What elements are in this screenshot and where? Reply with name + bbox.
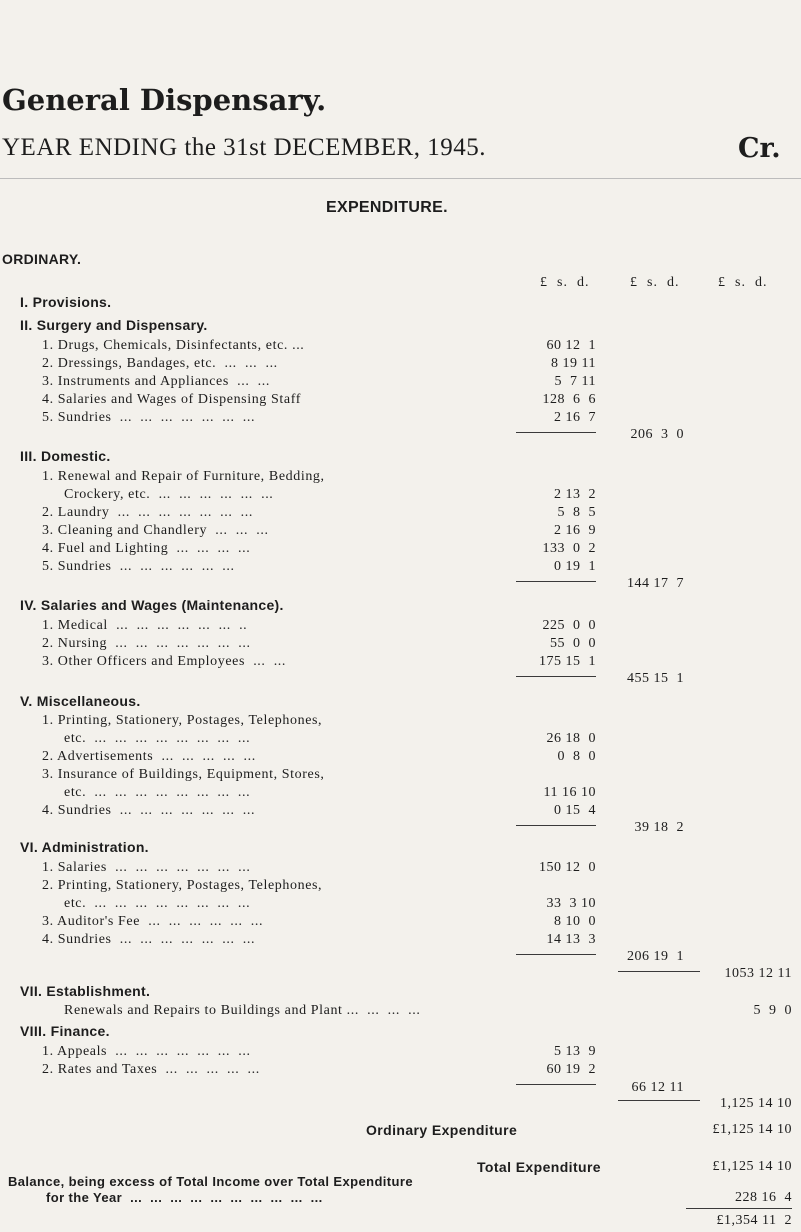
ordinary-label: ORDINARY.: [2, 251, 82, 267]
salaries-item-label: 1. Medical ... ... ... ... ... ... ..: [42, 618, 248, 633]
surgery-item-label: 4. Salaries and Wages of Dispensing Staff: [42, 392, 301, 407]
surgery-item-amount: 5 7 11: [554, 374, 596, 389]
dispensary-title: General Dispensary.: [2, 83, 327, 117]
admin-item-label: 2. Printing, Stationery, Postages, Telephones,: [42, 878, 323, 893]
domestic-item-label: 3. Cleaning and Chandlery ... ... ...: [42, 523, 269, 538]
subtotal-rule: [516, 432, 596, 433]
admin-item-amount: 14 13 3: [546, 932, 596, 947]
misc-item-label: 3. Insurance of Buildings, Equipment, Stores,: [42, 767, 325, 782]
balance-label-cont: for the Year ... ... ... ... ... ... ... ... ... ...: [46, 1190, 323, 1205]
admin-item-amount: 8 10 0: [554, 914, 596, 929]
surgery-item-label: 2. Dressings, Bandages, etc. ... ... ...: [42, 356, 278, 371]
salaries-item-amount: 175 15 1: [539, 654, 596, 669]
misc-subtotal: 39 18 2: [634, 820, 684, 835]
finance-item-label: 1. Appeals ... ... ... ... ... ... ...: [42, 1044, 251, 1059]
domestic-item-label: 2. Laundry ... ... ... ... ... ... ...: [42, 505, 253, 520]
salaries-item-amount: 225 0 0: [542, 618, 596, 633]
surgery-item-label: 5. Sundries ... ... ... ... ... ... ...: [42, 410, 256, 425]
grand-total: £1,354 11 2: [716, 1213, 792, 1228]
domestic-item-amount: 2 13 2: [554, 487, 596, 502]
surgery-subtotal: 206 3 0: [630, 427, 684, 442]
finance-item-amount: 5 13 9: [554, 1044, 596, 1059]
establishment-line: Renewals and Repairs to Buildings and Plant ... ... ... ...: [64, 1003, 421, 1018]
domestic-item-amount: 0 19 1: [554, 559, 596, 574]
balance-label: Balance, being excess of Total Income over Total Expenditure: [8, 1174, 413, 1189]
section-establishment-title: VII. Establishment.: [20, 983, 151, 999]
admin-item-amount: 150 12 0: [539, 860, 596, 875]
grand-total-rule: [686, 1208, 792, 1209]
section-finance-title: VIII. Finance.: [20, 1023, 110, 1039]
domestic-item-amount: 5 8 5: [557, 505, 596, 520]
surgery-item-amount: 128 6 6: [542, 392, 596, 407]
admin-item-label: 1. Salaries ... ... ... ... ... ... ...: [42, 860, 251, 875]
misc-item-label: etc. ... ... ... ... ... ... ... ...: [64, 785, 251, 800]
column-header-3: £ s. d.: [718, 275, 768, 290]
domestic-item-label: 1. Renewal and Repair of Furniture, Bedding,: [42, 469, 325, 484]
domestic-item-label: 4. Fuel and Lighting ... ... ... ...: [42, 541, 251, 556]
domestic-item-label: Crockery, etc. ... ... ... ... ... ...: [64, 487, 274, 502]
ordinary-expenditure-label: Ordinary Expenditure: [366, 1122, 518, 1138]
running-total-rule: [618, 971, 700, 972]
domestic-item-amount: 133 0 2: [542, 541, 596, 556]
ordinary-expenditure-value: £1,125 14 10: [712, 1122, 792, 1137]
misc-item-amount: 11 16 10: [543, 785, 596, 800]
subtotal-rule: [516, 1084, 596, 1085]
section-salaries-title: IV. Salaries and Wages (Maintenance).: [20, 597, 284, 613]
surgery-item-amount: 60 12 1: [546, 338, 596, 353]
misc-item-label: 1. Printing, Stationery, Postages, Telephones,: [42, 713, 323, 728]
running-total: 1053 12 11: [724, 966, 792, 981]
admin-item-label: 4. Sundries ... ... ... ... ... ... ...: [42, 932, 256, 947]
domestic-subtotal: 144 17 7: [627, 576, 684, 591]
admin-item-label: 3. Auditor's Fee ... ... ... ... ... ...: [42, 914, 264, 929]
section-provisions-title: I. Provisions.: [20, 294, 112, 310]
subtotal-rule: [516, 581, 596, 582]
section-surgery-title: II. Surgery and Dispensary.: [20, 317, 208, 333]
admin-item-label: etc. ... ... ... ... ... ... ... ...: [64, 896, 251, 911]
finance-item-amount: 60 19 2: [546, 1062, 596, 1077]
subtotal-rule: [516, 676, 596, 677]
page-title: EXPENDITURE.: [326, 199, 448, 216]
domestic-item-label: 5. Sundries ... ... ... ... ... ...: [42, 559, 235, 574]
finance-subtotal: 66 12 11: [631, 1080, 684, 1095]
admin-subtotal: 206 19 1: [627, 949, 684, 964]
misc-item-label: etc. ... ... ... ... ... ... ... ...: [64, 731, 251, 746]
misc-item-label: 2. Advertisements ... ... ... ... ...: [42, 749, 256, 764]
domestic-item-amount: 2 16 9: [554, 523, 596, 538]
total-expenditure-label: Total Expenditure: [477, 1159, 601, 1175]
salaries-item-amount: 55 0 0: [550, 636, 596, 651]
misc-item-amount: 0 8 0: [557, 749, 596, 764]
section-domestic-title: III. Domestic.: [20, 448, 111, 464]
surgery-item-label: 3. Instruments and Appliances ... ...: [42, 374, 270, 389]
admin-item-amount: 33 3 10: [546, 896, 596, 911]
period-heading: YEAR ENDING the 31st DECEMBER, 1945.: [2, 134, 486, 161]
running-total-rule: [618, 1100, 700, 1101]
total-expenditure-value: £1,125 14 10: [712, 1159, 792, 1174]
balance-value: 228 16 4: [735, 1190, 792, 1205]
surgery-item-amount: 2 16 7: [554, 410, 596, 425]
header-divider: [0, 178, 801, 179]
establishment-amount: 5 9 0: [753, 1003, 792, 1018]
misc-item-amount: 26 18 0: [546, 731, 596, 746]
salaries-subtotal: 455 15 1: [627, 671, 684, 686]
section-admin-title: VI. Administration.: [20, 839, 149, 855]
finance-item-label: 2. Rates and Taxes ... ... ... ... ...: [42, 1062, 260, 1077]
section-misc-title: V. Miscellaneous.: [20, 693, 141, 709]
credit-label: Cr.: [738, 133, 781, 164]
subtotal-rule: [516, 954, 596, 955]
salaries-item-label: 3. Other Officers and Employees ... ...: [42, 654, 287, 669]
surgery-item-amount: 8 19 11: [551, 356, 596, 371]
column-header-2: £ s. d.: [630, 275, 680, 290]
misc-item-amount: 0 15 4: [554, 803, 596, 818]
subtotal-rule: [516, 825, 596, 826]
surgery-item-label: 1. Drugs, Chemicals, Disinfectants, etc. ...: [42, 338, 305, 353]
column-header-1: £ s. d.: [540, 275, 590, 290]
misc-item-label: 4. Sundries ... ... ... ... ... ... ...: [42, 803, 256, 818]
ordinary-running-total: 1,125 14 10: [720, 1096, 792, 1111]
salaries-item-label: 2. Nursing ... ... ... ... ... ... ...: [42, 636, 251, 651]
